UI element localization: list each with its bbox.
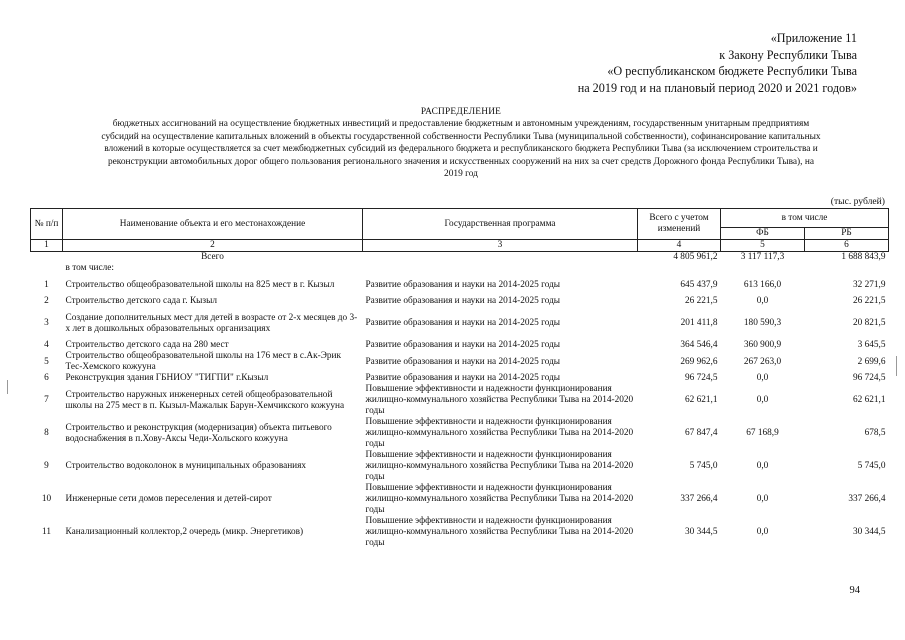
table-row: [31, 296, 889, 307]
rb-value: 20 821,5: [852, 318, 886, 328]
row-number: 8: [44, 428, 49, 438]
rb-value: 3 645,5: [857, 340, 886, 350]
fb-value: 0,0: [756, 373, 769, 383]
fb-value: 267 263,0: [743, 356, 782, 367]
program-name: Повышение эффективности и надежности функционирования жилищно-коммунального хозяйства Республики Тыва на 2014-2020 годы: [365, 450, 634, 482]
object-name: Строительство наружных инженерных сетей общеобразовательной школы на 275 мест в п. Кызыл-Мажалык Барун-Хемчикского кожууна: [65, 389, 345, 411]
row-number: 6: [44, 373, 49, 383]
document-title: РАСПРЕДЕЛЕНИЕ: [420, 107, 502, 117]
total-value: 30 344,5: [684, 527, 718, 537]
header-program: Государственная программа: [363, 209, 638, 240]
heading-line-5: 2019 год: [444, 169, 478, 180]
table-row: [31, 450, 889, 483]
table-row: [31, 483, 889, 516]
program-name: Развитие образования и науки на 2014-2025 годы: [365, 356, 561, 367]
object-name: Строительство детского сада г. Кызыл: [65, 296, 217, 306]
subtitle-label: в том числе:: [65, 263, 114, 273]
header-fb: ФБ: [721, 228, 805, 240]
total-rb: 1 688 843,9: [841, 252, 886, 262]
fb-value: 0,0: [756, 395, 769, 405]
scan-edge-mark-left: [7, 380, 8, 394]
table-body: [31, 252, 889, 550]
fb-value: 0,0: [756, 461, 769, 471]
column-number: 3: [363, 240, 638, 252]
object-name: Канализационный коллектор,2 очередь (микр. Энергетиков): [65, 527, 304, 537]
heading-line-4: реконструкции автомобильных дорог общего пользования регионального значения и искусственных сооружений на них за счет средств Дорожного фонда Республики Тыва), на: [107, 156, 815, 167]
table-row: [31, 274, 889, 296]
object-name: Строительство общеобразовательной школы на 825 мест в г. Кызыл: [65, 279, 335, 290]
table-row: [31, 516, 889, 549]
fb-value: 0,0: [756, 527, 769, 537]
table-row: [31, 373, 889, 384]
rb-value: 62 621,1: [852, 395, 886, 405]
total-value: 364 546,4: [680, 340, 718, 350]
total-fb: 3 117 117,3: [740, 252, 785, 262]
row-number: 2: [44, 296, 49, 306]
total-value: 645 437,9: [680, 279, 718, 290]
header-num: № п/п: [31, 209, 63, 240]
table-row: [31, 340, 889, 351]
total-value: 201 411,8: [680, 318, 718, 328]
row-number: 9: [44, 461, 49, 471]
column-number: 5: [721, 240, 805, 252]
rb-value: 30 344,5: [852, 527, 886, 537]
scan-edge-mark-right: [896, 356, 897, 376]
program-name: Развитие образования и науки на 2014-2025 годы: [365, 340, 561, 350]
row-number: 4: [44, 340, 49, 350]
fb-value: 0,0: [756, 296, 769, 306]
total-value: 5 745,0: [689, 461, 718, 471]
table-row: [31, 417, 889, 450]
program-name: Повышение эффективности и надежности функционирования жилищно-коммунального хозяйства Республики Тыва на 2014-2020 годы: [365, 384, 634, 416]
column-number: 6: [805, 240, 889, 252]
table-header: [31, 209, 889, 252]
heading-line-2: субсидий на осуществление капитальных вложений в объекты государственной собственности Республики Тыва (муниципальной собственности), софинансирование капитальных: [101, 131, 821, 142]
header-name: Наименование объекта и его местонахождение: [63, 209, 363, 240]
column-number: 4: [638, 240, 721, 252]
row-number: 5: [44, 356, 49, 367]
total-value: 26 221,5: [684, 296, 718, 306]
total-sum: 4 805 961,2: [673, 252, 718, 262]
total-row: [31, 252, 889, 264]
fb-value: 0,0: [756, 494, 769, 504]
page-number: 94: [849, 585, 860, 596]
rb-value: 337 266,4: [848, 494, 886, 504]
object-name: Строительство детского сада на 280 мест: [65, 340, 229, 350]
rb-value: 96 724,5: [852, 373, 886, 383]
row-number: 1: [44, 279, 49, 290]
total-value: 62 621,1: [684, 395, 718, 405]
program-name: Развитие образования и науки на 2014-2025 годы: [365, 318, 561, 328]
fb-value: 360 900,9: [743, 340, 782, 350]
fb-value: 67 168,9: [746, 428, 779, 438]
table-row: [31, 307, 889, 340]
total-value: 96 724,5: [684, 373, 718, 383]
object-name: Строительство и реконструкция (модернизация) объекта питьевого водоснабжения в п.Хову-Аксы Чеди-Хольского кожууна: [65, 422, 332, 444]
appendix-line-4: на 2019 год и на плановый период 2020 и 2021 годов»: [577, 80, 857, 95]
header-rb: РБ: [805, 228, 889, 240]
total-value: 337 266,4: [680, 494, 718, 504]
heading-line-1: бюджетных ассигнований на осуществление бюджетных инвестиций и предоставление бюджетным и автономным учреждениям, государственным унитарным предприятиям: [112, 119, 810, 130]
program-name: Повышение эффективности и надежности функционирования жилищно-коммунального хозяйства Республики Тыва на 2014-2020 годы: [365, 417, 634, 449]
row-number: 11: [42, 527, 51, 537]
row-number: 3: [44, 318, 49, 328]
object-name: Строительство общеобразовательной школы на 176 мест в с.Ак-Эрик Тес-Хемского кожууна: [65, 351, 341, 372]
program-name: Повышение эффективности и надежности функционирования жилищно-коммунального хозяйства Республики Тыва на 2014-2020 годы: [365, 483, 634, 515]
appendix-line-1: «Приложение 11: [770, 31, 857, 45]
document-heading: [20, 106, 902, 180]
rb-value: 678,5: [864, 428, 886, 438]
header-total: Всего с учетом изменений: [638, 209, 721, 240]
column-number-row: [31, 240, 889, 252]
units-label: (тыс. рублей): [830, 196, 885, 207]
rb-value: 5 745,0: [857, 461, 886, 471]
object-name: Строительство водоколонок в муниципальных образованиях: [65, 461, 307, 471]
total-value: 67 847,4: [684, 428, 718, 438]
object-name: Реконструкция здания ГБНИОУ "ТИГПИ" г.Кызыл: [65, 373, 269, 383]
object-name: Инженерные сети домов переселения и детей-сирот: [65, 494, 272, 504]
row-number: 7: [44, 395, 49, 405]
heading-line-3: вложений в которые осуществляется за счет межбюджетных субсидий из федерального бюджета и республиканского бюджета Республики Тыва (за исключением строительства и: [104, 144, 818, 155]
rb-value: 2 699,6: [857, 356, 886, 367]
fb-value: 180 590,3: [743, 318, 782, 328]
table-row: [31, 351, 889, 373]
column-number: 1: [31, 240, 63, 252]
header-including: в том числе: [721, 209, 889, 228]
object-name: Создание дополнительных мест для детей в возрасте от 2-х месяцев до 3-х лет в дошкольных образовательных организациях: [65, 312, 358, 334]
total-value: 269 962,6: [680, 356, 718, 367]
table-row: [31, 384, 889, 417]
subtitle-row: [31, 263, 889, 274]
program-name: Повышение эффективности и надежности функционирования жилищно-коммунального хозяйства Республики Тыва на 2014-2020 годы: [365, 516, 634, 548]
rb-value: 32 271,9: [852, 279, 886, 290]
program-name: Развитие образования и науки на 2014-2025 годы: [365, 279, 561, 290]
program-name: Развитие образования и науки на 2014-2025 годы: [365, 296, 561, 306]
program-name: Развитие образования и науки на 2014-2025 годы: [365, 373, 561, 383]
rb-value: 26 221,5: [852, 296, 886, 306]
column-number: 2: [63, 240, 363, 252]
total-label: Всего: [201, 252, 224, 262]
fb-value: 613 166,0: [743, 279, 782, 290]
appendix-block: [477, 30, 857, 96]
appendix-line-3: «О республиканском бюджете Республики Тыва: [607, 64, 857, 79]
appendix-line-2: к Закону Республики Тыва: [719, 47, 857, 62]
distribution-table: [30, 208, 889, 549]
row-number: 10: [41, 494, 52, 504]
